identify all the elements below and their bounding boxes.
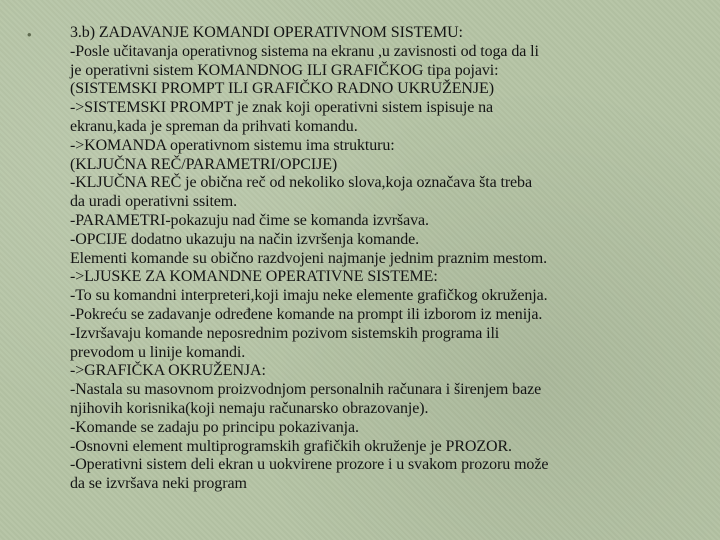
text-line: -To su komandni interpreteri,koji imaju neke elemente grafičkog okruženja.	[70, 287, 548, 305]
text-line: (KLJUČNA REČ/PARAMETRI/OPCIJE)	[70, 155, 338, 173]
text-line: ->SISTEMSKI PROMPT je znak koji operativni sistem ispisuje na	[70, 99, 494, 117]
text-line: prevodom u linije komandi.	[70, 343, 246, 361]
text-line: ekranu,kada je spreman da prihvati komandu.	[70, 117, 358, 135]
text-line: -KLJUČNA REČ je obična reč od nekoliko slova,koja označava šta treba	[70, 174, 532, 192]
text-line: -Osnovni element multiprogramskih grafičkih okruženje je PROZOR.	[70, 437, 512, 455]
text-line: je operativni sistem KOMANDNOG ILI GRAFIČKOG tipa pojavi:	[70, 61, 499, 79]
text-line: ->LJUSKE ZA KOMANDNE OPERATIVNE SISTEME:	[70, 268, 438, 286]
text-line: -Operativni sistem deli ekran u uokvirene prozore i u svakom prozoru može	[70, 456, 549, 474]
text-line: da uradi operativni ssitem.	[70, 193, 238, 211]
bullet-point: •	[27, 27, 32, 42]
text-line: -Izvršavaju komande neposrednim pozivom sistemskih programa ili	[70, 324, 500, 342]
text-line: 3.b) ZADAVANJE KOMANDI OPERATIVNOM SISTEMU:	[70, 24, 463, 41]
text-line: -Komande se zadaju po principu pokazivanja.	[70, 418, 359, 436]
text-line: -PARAMETRI-pokazuju nad čime se komanda izvršava.	[70, 211, 429, 229]
text-line: -Nastala su masovnom proizvodnjom personalnih računara i širenjem baze	[70, 381, 542, 399]
text-line: da se izvršava neki program	[70, 475, 247, 493]
text-line: Elementi komande su obično razdvojeni najmanje jednim praznim mestom.	[70, 249, 547, 267]
slide-text-block	[70, 24, 710, 494]
text-line: ->GRAFIČKA OKRUŽENJA:	[70, 362, 266, 380]
text-line: -Posle učitavanja operativnog sistema na ekranu ,u zavisnosti od toga da li	[70, 42, 539, 60]
text-line: njihovih korisnika(koji nemaju računarsko obrazovanje).	[70, 399, 429, 417]
text-line: (SISTEMSKI PROMPT ILI GRAFIČKO RADNO UKRUŽENJE)	[70, 80, 494, 98]
text-line: ->KOMANDA operativnom sistemu ima strukturu:	[70, 136, 395, 154]
text-line: -Pokreću se zadavanje određene komande na prompt ili izborom iz menija.	[70, 305, 543, 323]
text-line: -OPCIJE dodatno ukazuju na način izvršenja komande.	[70, 230, 420, 248]
